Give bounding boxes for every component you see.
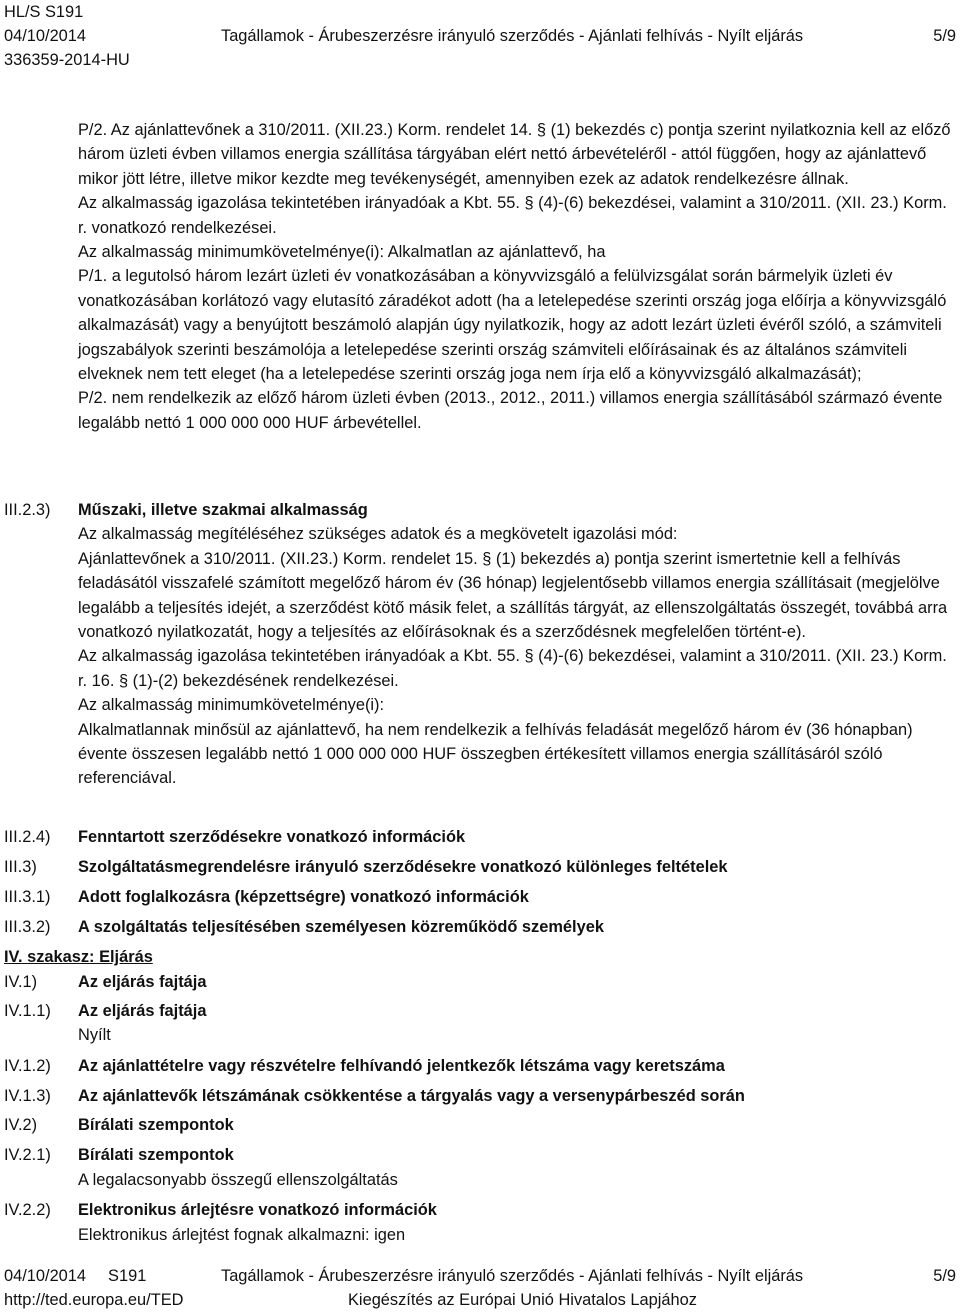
section-title: A szolgáltatás teljesítésében személyesen közreműködő személyek — [78, 918, 604, 936]
section-technical-capacity — [78, 498, 958, 791]
header-page-number: 5/9 — [933, 27, 956, 45]
section-title: Az eljárás fajtája — [78, 1002, 207, 1020]
paragraph: Az alkalmasság igazolása tekintetében irányadóak a Kbt. 55. § (4)-(6) bekezdései, valamint a 310/2011. (XII. 23.) Korm. r. vonatkozó rendelkezései. — [78, 194, 947, 237]
section-number: IV.2.2) — [4, 1201, 51, 1219]
paragraph: Az alkalmasság igazolása tekintetében irányadóak a Kbt. 55. § (4)-(6) bekezdései, valamint a 310/2011. (XII. 23.) Korm. r. 16. § (1)-(2) bekezdésének rendelkezései. — [78, 647, 947, 690]
section-title: Műszaki, illetve szakmai alkalmasság — [78, 501, 368, 519]
footer-url[interactable]: http://ted.europa.eu/TED — [4, 1291, 184, 1309]
footer-date: 04/10/2014 — [4, 1267, 87, 1285]
header-date: 04/10/2014 — [4, 27, 87, 45]
page-header — [4, 0, 956, 72]
section-title: Fenntartott szerződésekre vonatkozó információk — [78, 828, 466, 846]
footer-title: Tagállamok - Árubeszerzésre irányuló szerződés - Ajánlati felhívás - Nyílt eljárás — [221, 1267, 804, 1285]
section-title: Az ajánlattevők létszámának csökkentése a tárgyalás vagy a versenypárbeszéd során — [78, 1087, 745, 1105]
section-number: IV.1) — [4, 973, 38, 991]
paragraph: P/2. Az ajánlattevőnek a 310/2011. (XII.23.) Korm. rendelet 14. § (1) bekezdés c) pontja szerint nyilatkoznia kell az előző három üzleti évben villamos energia szállítása tárgyában elért nettó árbevételéről - attól függően, hogy az ajánlattevő mikor jött létre, illetve mikor kezdte meg tevékenységét, amennyiben ezek az adatok rendelkezésre állnak. — [78, 121, 951, 188]
section-number: IV.1.1) — [4, 1002, 51, 1020]
section-number: III.3.1) — [4, 888, 51, 906]
paragraph: Alkalmatlannak minősül az ajánlattevő, ha nem rendelkezik a felhívás feladását megelőző három év (36 hónapban) évente összesen legalább nettó 1 000 000 000 HUF összegben értékesített villamos energia szállításáról szóló referenciával. — [78, 720, 913, 788]
part-title: IV. szakasz: Eljárás — [4, 948, 153, 966]
section-title: Elektronikus árlejtésre vonatkozó információk — [78, 1201, 437, 1219]
footer-page-number: 5/9 — [933, 1267, 956, 1285]
section-number: III.2.3) — [4, 501, 51, 519]
section-title: Adott foglalkozásra (képzettségre) vonatkozó információk — [78, 888, 529, 906]
section-title: Az eljárás fajtája — [78, 973, 207, 991]
section-number: IV.2) — [4, 1116, 38, 1134]
section-value: A legalacsonyabb összegű ellenszolgáltatás — [78, 1171, 398, 1189]
footer-code: S191 — [108, 1267, 147, 1285]
footer-date-code — [4, 1264, 146, 1288]
continued-text-block — [78, 118, 958, 435]
section-number: IV.2.1) — [4, 1146, 51, 1164]
footer-publisher: Kiegészítés az Európai Unió Hivatalos Lapjához — [348, 1291, 697, 1309]
header-title: Tagállamok - Árubeszerzésre irányuló szerződés - Ajánlati felhívás - Nyílt eljárás — [221, 27, 804, 45]
paragraph: P/1. a legutolsó három lezárt üzleti év vonatkozásában a könyvvizsgáló a felülvizsgálat során bármelyik üzleti év vonatkozásában korlátozó vagy elutasító záradékot adott (ha a letelepedése szerinti ország joga előírja a könyvvizsgáló alkalmazását) vagy a benyújtott beszámoló alapján úgy nyilatkozik, hogy az adott lezárt üzleti évéről szóló, a számviteli jogszabályok szerinti beszámolója a letelepedése szerinti ország számviteli előírásainak és az általános számviteli elveknek nem tett eleget (ha a letelepedése szerinti ország joga nem írja elő a könyvvizsgáló alkalmazását); — [78, 267, 947, 384]
header-code: HL/S S191 — [4, 3, 84, 21]
section-title: Bírálati szempontok — [78, 1116, 234, 1134]
section-title: Szolgáltatásmegrendelésre irányuló szerződésekre vonatkozó különleges feltételek — [78, 858, 728, 876]
section-number: IV.1.2) — [4, 1057, 51, 1075]
paragraph: Az alkalmasság minimumkövetelménye(i): — [78, 696, 385, 715]
section-number: III.2.4) — [4, 828, 51, 846]
section-number: III.3.2) — [4, 918, 51, 936]
section-title: Bírálati szempontok — [78, 1146, 234, 1164]
paragraph: P/2. nem rendelkezik az előző három üzleti évben (2013., 2012., 2011.) villamos energia szállításából származó évente legalább nettó 1 000 000 000 HUF árbevétellel. — [78, 389, 943, 432]
paragraph: Ajánlattevőnek a 310/2011. (XII.23.) Korm. rendelet 15. § (1) bekezdés a) pontja szerint ismertetnie kell a felhívás feladásától visszafelé számított megelőző három év (36 hónap) legjelentősebb villamos energia szállításait (megjelölve legalább a teljesítés idejét, a szerződést kötő másik felet, a szállítás tárgyát, az ellenszolgáltatás összegét, továbbá arra vonatkozó nyilatkozatát, hogy a teljesítés az előírásoknak és a szerződésnek megfelelően történt-e). — [78, 549, 948, 642]
section-number: IV.1.3) — [4, 1087, 51, 1105]
section-value: Elektronikus árlejtést fognak alkalmazni: igen — [78, 1226, 406, 1244]
page-footer — [4, 1264, 956, 1312]
section-value: Nyílt — [78, 1026, 111, 1044]
paragraph: Az alkalmasság minimumkövetelménye(i): Alkalmatlan az ajánlattevő, ha — [78, 243, 606, 262]
header-doc-id: 336359-2014-HU — [4, 51, 130, 69]
section-title: Az ajánlattételre vagy részvételre felhívandó jelentkezők létszáma vagy keretszáma — [78, 1057, 725, 1075]
paragraph: Az alkalmasság megítéléséhez szükséges adatok és a megkövetelt igazolási mód: — [78, 525, 678, 544]
section-number: III.3) — [4, 858, 37, 876]
